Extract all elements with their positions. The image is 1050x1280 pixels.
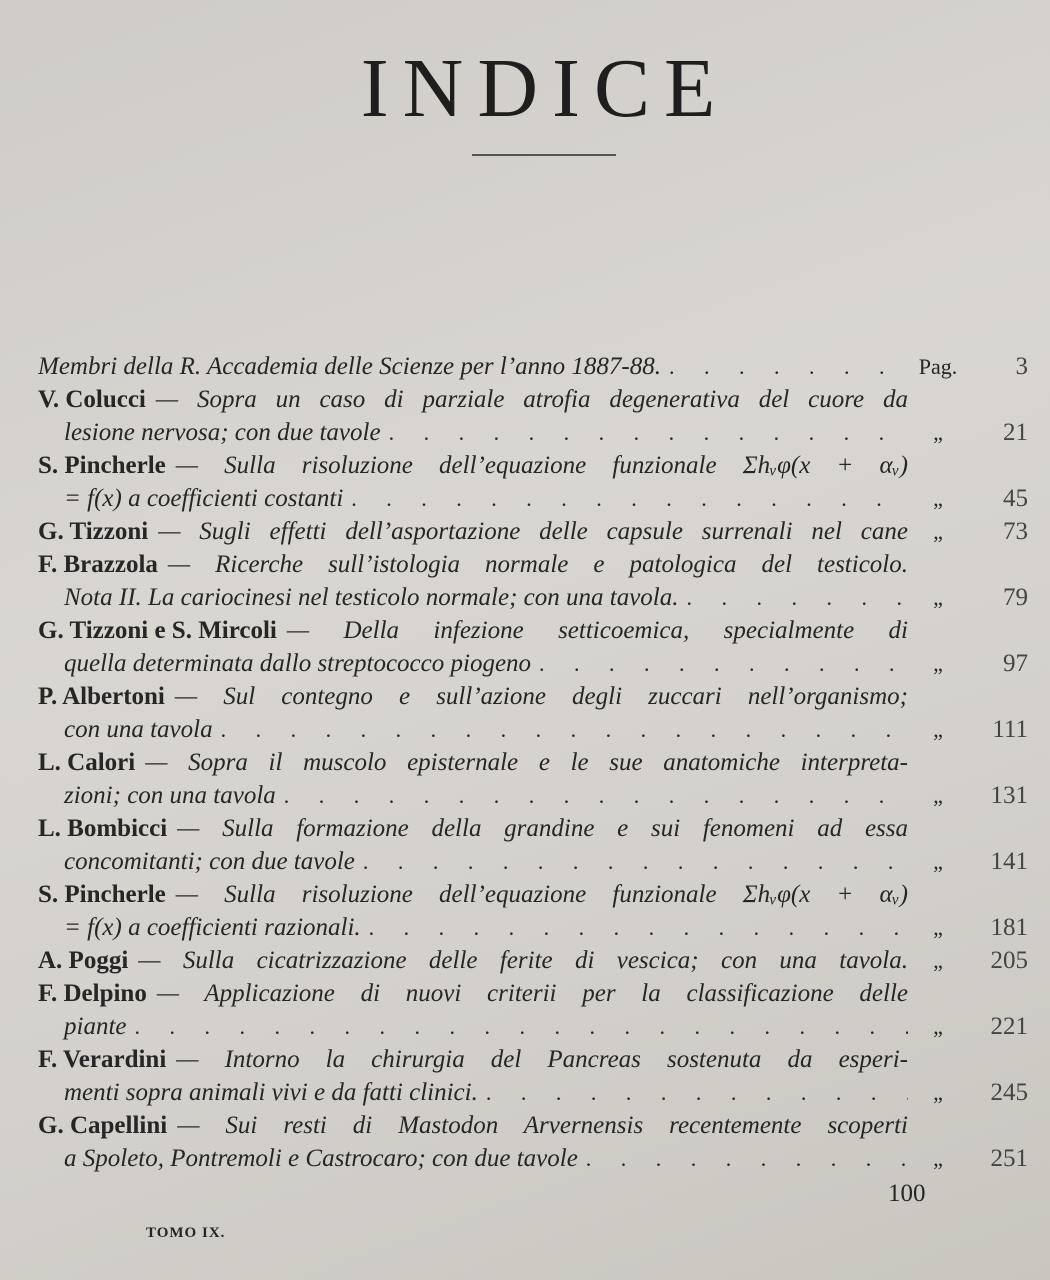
toc-line xyxy=(38,518,1028,551)
toc-line xyxy=(38,1046,1028,1079)
entry-title-line: zioni; con una tavola xyxy=(64,782,276,809)
page-number: 131 xyxy=(990,782,1028,809)
dot-leader xyxy=(389,420,908,446)
toc-line xyxy=(38,716,1028,749)
entry-title-line: — Sulla risoluzione dell’equazione funzionale Σhᵥφ(x + αᵥ) xyxy=(175,452,908,479)
page-marker: „ xyxy=(933,1080,943,1105)
page-number: 205 xyxy=(990,947,1028,974)
page-number: 221 xyxy=(990,1013,1028,1040)
entry-title-line: — Sulla cicatrizzazione delle ferite di vescica; con una tavola. xyxy=(138,947,908,974)
entry-content xyxy=(38,848,908,876)
entry-title-line: — Sugli effetti dell’asportazione delle capsule surrenali nel cane xyxy=(158,518,908,545)
toc-entry xyxy=(38,353,1028,386)
entry-title-line: lesione nervosa; con due tavole xyxy=(64,419,381,446)
entry-title-line: — Sulla formazione della grandine e sui fenomeni ad essa xyxy=(177,815,908,842)
entry-content xyxy=(38,518,908,546)
page-marker: „ xyxy=(933,717,943,742)
entry-title-line: concomitanti; con due tavole xyxy=(64,848,355,875)
page-marker: „ xyxy=(933,948,943,973)
dot-leader xyxy=(135,1014,909,1040)
entry-author: F. Verardini xyxy=(38,1046,167,1073)
toc-line xyxy=(38,947,1028,980)
dot-leader xyxy=(221,717,908,743)
entry-title-line: — Sulla risoluzione dell’equazione funzionale Σhᵥφ(x + αᵥ) xyxy=(175,881,908,908)
toc-line xyxy=(38,1013,1028,1046)
entry-content xyxy=(38,1013,908,1041)
page-number: 21 xyxy=(1003,419,1028,446)
page-marker: Pag. xyxy=(918,354,958,379)
entry-author: F. Delpino xyxy=(38,980,147,1007)
entry-content xyxy=(38,1046,908,1074)
entry-title-line: — Ricerche sull’istologia normale e patologica del testicolo. xyxy=(167,551,908,578)
dot-leader xyxy=(363,849,908,875)
page-marker: „ xyxy=(933,1014,943,1039)
entry-content xyxy=(38,584,908,612)
dot-leader xyxy=(669,354,908,380)
page-number: 73 xyxy=(1003,518,1028,545)
entry-content xyxy=(38,551,908,579)
entry-content xyxy=(38,980,908,1008)
entry-content xyxy=(38,386,908,414)
entry-content xyxy=(38,1079,908,1107)
toc-entry xyxy=(38,386,1028,452)
toc-entry xyxy=(38,452,1028,518)
entry-title-line: Membri della R. Accademia delle Scienze per l’anno 1887-88. xyxy=(38,353,661,380)
entry-author: G. Tizzoni e S. Mircoli xyxy=(38,617,277,644)
entry-title-line: menti sopra animali vivi e da fatti clinici. xyxy=(64,1079,478,1106)
toc-entry xyxy=(38,1112,1028,1178)
entry-author: L. Calori xyxy=(38,749,136,776)
entry-author: L. Bombicci xyxy=(38,815,168,842)
toc-line xyxy=(38,617,1028,650)
toc-line xyxy=(38,683,1028,716)
toc-line xyxy=(38,584,1028,617)
entry-content xyxy=(38,683,908,711)
toc-line xyxy=(38,815,1028,848)
toc-line xyxy=(38,353,1028,386)
page-number: 245 xyxy=(990,1079,1028,1106)
page-title: INDICE xyxy=(360,42,730,135)
signature-number: 100 xyxy=(888,1180,926,1207)
entry-content xyxy=(38,1145,908,1173)
dot-leader xyxy=(486,1080,908,1106)
entry-title-line: — Sopra un caso di parziale atrofia degenerativa del cuore da xyxy=(155,386,908,413)
page-marker: „ xyxy=(933,585,943,610)
toc-entry xyxy=(38,980,1028,1046)
toc-line xyxy=(38,419,1028,452)
toc-line xyxy=(38,782,1028,815)
dot-leader xyxy=(351,486,908,512)
dot-leader xyxy=(539,651,908,677)
toc-line xyxy=(38,485,1028,518)
toc-line xyxy=(38,386,1028,419)
toc-line xyxy=(38,881,1028,914)
title-rule xyxy=(472,154,616,156)
entry-title-line: — Intorno la chirurgia del Pancreas sostenuta da esperi- xyxy=(176,1046,908,1073)
toc-entry xyxy=(38,683,1028,749)
dot-leader xyxy=(369,915,908,941)
toc-line xyxy=(38,650,1028,683)
entry-title-line: — Sui resti di Mastodon Arvernensis recentemente scoperti xyxy=(177,1112,908,1139)
entry-title-line: a Spoleto, Pontremoli e Castrocaro; con due tavole xyxy=(64,1145,578,1172)
page-number: 45 xyxy=(1003,485,1028,512)
entry-content xyxy=(38,353,908,381)
entry-content xyxy=(38,881,908,909)
entry-content xyxy=(38,485,908,513)
entry-author: G. Capellini xyxy=(38,1112,168,1139)
toc-line xyxy=(38,452,1028,485)
entry-content xyxy=(38,419,908,447)
toc-entry xyxy=(38,617,1028,683)
entry-content xyxy=(38,782,908,810)
page-number: 3 xyxy=(1015,353,1028,380)
entry-content xyxy=(38,1112,908,1140)
entry-content xyxy=(38,914,908,942)
toc-entry xyxy=(38,518,1028,551)
entry-title-line: — Applicazione di nuovi criterii per la classificazione delle xyxy=(156,980,908,1007)
toc-line xyxy=(38,1145,1028,1178)
entry-content xyxy=(38,716,908,744)
entry-author: S. Pincherle xyxy=(38,452,166,479)
page-marker: „ xyxy=(933,915,943,940)
entry-content xyxy=(38,452,908,480)
page-number: 79 xyxy=(1003,584,1028,611)
toc-line xyxy=(38,1079,1028,1112)
page-marker: „ xyxy=(933,486,943,511)
toc-line xyxy=(38,848,1028,881)
page-marker: „ xyxy=(933,849,943,874)
entry-title-line: = f(x) a coefficienti costanti xyxy=(64,485,344,512)
page-marker: „ xyxy=(933,1146,943,1171)
table-of-contents xyxy=(38,353,1028,1178)
page-marker: „ xyxy=(933,519,943,544)
entry-title-line: — Sopra il muscolo episternale e le sue anatomiche interpreta- xyxy=(145,749,908,776)
toc-entry xyxy=(38,881,1028,947)
toc-entry xyxy=(38,815,1028,881)
page-marker: „ xyxy=(933,651,943,676)
toc-entry xyxy=(38,551,1028,617)
toc-line xyxy=(38,914,1028,947)
volume-label: TOMO IX. xyxy=(146,1225,226,1241)
toc-line xyxy=(38,1112,1028,1145)
entry-title-line: piante xyxy=(64,1013,127,1040)
entry-content xyxy=(38,617,908,645)
toc-entry xyxy=(38,947,1028,980)
entry-content xyxy=(38,650,908,678)
entry-title-line: Nota II. La cariocinesi nel testicolo normale; con una tavola. xyxy=(64,584,679,611)
entry-author: P. Albertoni xyxy=(38,683,165,710)
entry-title-line: con una tavola xyxy=(64,716,213,743)
entry-content xyxy=(38,815,908,843)
toc-entry xyxy=(38,1046,1028,1112)
entry-author: F. Brazzola xyxy=(38,551,158,578)
dot-leader xyxy=(687,585,909,611)
toc-line xyxy=(38,551,1028,584)
entry-title-line: quella determinata dallo streptococco piogeno xyxy=(64,650,532,677)
page-number: 97 xyxy=(1003,650,1028,677)
entry-author: V. Colucci xyxy=(38,386,146,413)
toc-entry xyxy=(38,749,1028,815)
entry-title-line: = f(x) a coefficienti razionali. xyxy=(64,914,361,941)
entry-title-line: — Sul contegno e sull’azione degli zuccari nell’organismo; xyxy=(174,683,908,710)
entry-title-line: — Della infezione setticoemica, specialmente di xyxy=(286,617,908,644)
page-number: 141 xyxy=(990,848,1028,875)
entry-author: A. Poggi xyxy=(38,947,129,974)
page-number: 181 xyxy=(990,914,1028,941)
toc-line xyxy=(38,980,1028,1013)
page-number: 111 xyxy=(992,716,1028,743)
toc-line xyxy=(38,749,1028,782)
page-marker: „ xyxy=(933,783,943,808)
dot-leader xyxy=(586,1146,908,1172)
dot-leader xyxy=(284,783,908,809)
entry-author: S. Pincherle xyxy=(38,881,166,908)
entry-content xyxy=(38,947,908,975)
entry-author: G. Tizzoni xyxy=(38,518,149,545)
page-marker: „ xyxy=(933,420,943,445)
entry-content xyxy=(38,749,908,777)
page-number: 251 xyxy=(990,1145,1028,1172)
